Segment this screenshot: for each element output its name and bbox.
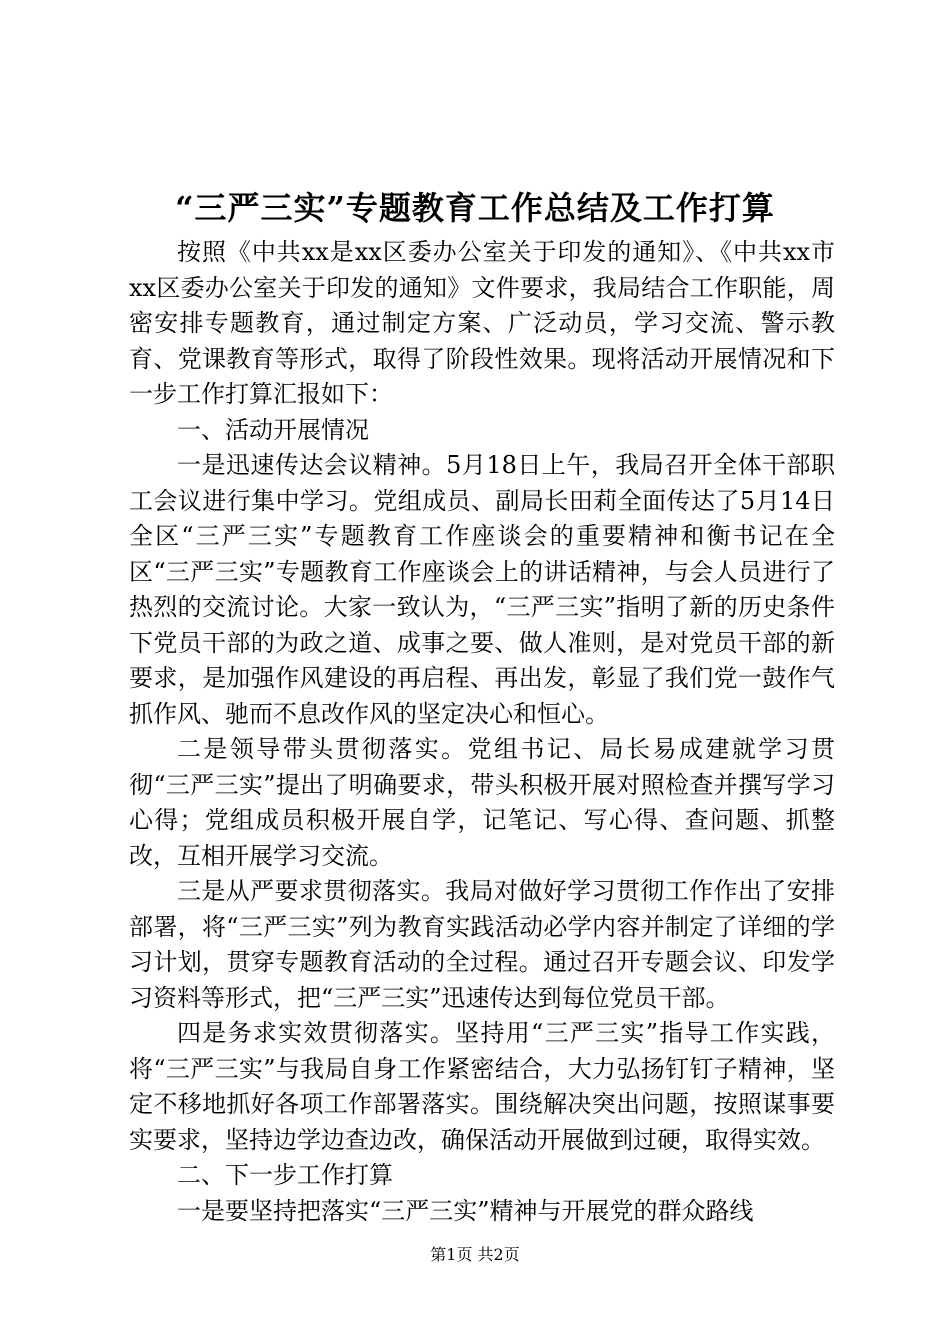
document-title: “三严三实”专题教育工作总结及工作打算: [175, 189, 775, 227]
page-footer: 第1页 共2页: [430, 1245, 520, 1264]
paragraph-item-3: 三是从严要求贯彻落实。我局对做好学习贯彻工作作出了安排部署，将“三严三实”列为教育实践活动必学内容并制定了详细的学习计划，贯穿专题教育活动的全过程。通过召开专题会议、印发学习资料等形式，把“三严三实”迅速传达到每位党员干部。: [129, 877, 835, 1012]
paragraph-item-2: 二是领导带头贯彻落实。党组书记、局长易成建就学习贯彻“三严三实”提出了明确要求，带头积极开展对照检查并撰写学习心得；党组成员积极开展自学，记笔记、写心得、查问题、抓整改，互相开展学习交流。: [129, 735, 835, 870]
paragraph-intro: 按照《中共xx是xx区委办公室关于印发的通知》、《中共xx市xx区委办公室关于印发的通知》文件要求，我局结合工作职能，周密安排专题教育，通过制定方案、广泛动员，学习交流、警示教育、党课教育等形式，取得了阶段性效果。现将活动开展情况和下一步工作打算汇报如下：: [129, 238, 835, 408]
section-heading-1: 一、活动开展情况: [177, 415, 369, 444]
paragraph-item-4: 四是务求实效贯彻落实。坚持用“三严三实”指导工作实践，将“三严三实”与我局自身工作紧密结合，大力弘扬钉钉子精神，坚定不移地抓好各项工作部署落实。围绕解决突出问题，按照谋事要实要求，坚持边学边查边改，确保活动开展做到过硬，取得实效。: [129, 1019, 835, 1154]
paragraph-plan-1: 一是要坚持把落实“三严三实”精神与开展党的群众路线: [177, 1196, 754, 1225]
paragraph-item-1: 一是迅速传达会议精神。5月18日上午，我局召开全体干部职工会议进行集中学习。党组成员、副局长田莉全面传达了5月14日全区“三严三实”专题教育工作座谈会的重要精神和衡书记在全区“三严三实”专题教育工作座谈会上的讲话精神，与会人员进行了热烈的交流讨论。大家一致认为，“三严三实”指明了新的历史条件下党员干部的为政之道、成事之要、做人准则，是对党员干部的新要求，是加强作风建设的再启程、再出发，彰显了我们党一鼓作气抓作风、驰而不息改作风的坚定决心和恒心。: [129, 451, 835, 728]
document-body: [129, 235, 835, 1229]
section-heading-2: 二、下一步工作打算: [177, 1161, 393, 1189]
